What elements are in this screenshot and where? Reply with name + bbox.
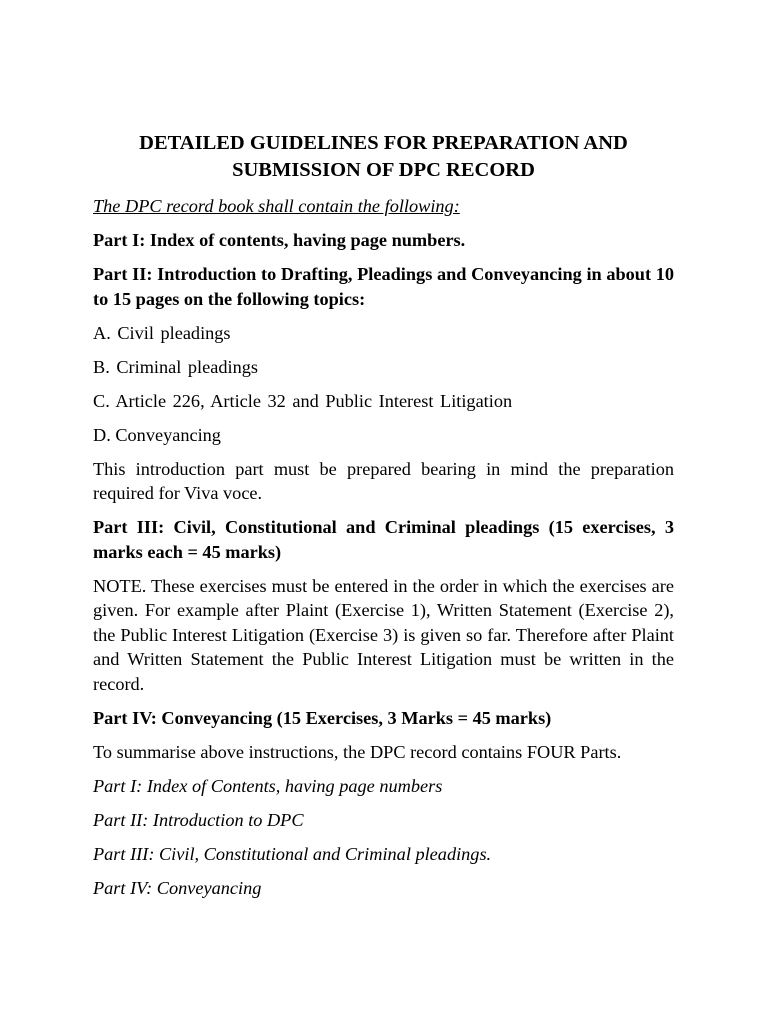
document-title [93, 130, 674, 184]
document-body [93, 130, 674, 900]
summary-part-item: Part III: Civil, Constitutional and Criminal pleadings. [93, 843, 492, 864]
topic-item: D. Conveyancing [93, 424, 221, 445]
topic-item: B. Criminal pleadings [93, 356, 258, 377]
topic-item: C. Article 226, Article 32 and Public Interest Litigation [93, 390, 513, 411]
summary-paragraph: To summarise above instructions, the DPC record contains FOUR Parts. [93, 741, 622, 762]
note-paragraph: NOTE. These exercises must be entered in the order in which the exercises are given. For example after Plaint (Exercise 1), Written Statement (Exercise 2), the Public Interest Litigation (Exercise 3) is given so far. Therefore after Plaint and Written Statement the Public Interest Litigation must be written in the record. [93, 575, 674, 694]
summary-part-item: Part I: Index of Contents, having page numbers [93, 775, 443, 796]
part-2-heading: Part II: Introduction to Drafting, Pleadings and Conveyancing in about 10 to 15 pages on the following topics: [93, 264, 674, 309]
summary-part-item: Part II: Introduction to DPC [93, 809, 304, 830]
part-3-heading: Part III: Civil, Constitutional and Criminal pleadings (15 exercises, 3 marks each = 45 marks) [93, 517, 674, 562]
part-4-heading: Part IV: Conveyancing (15 Exercises, 3 Marks = 45 marks) [93, 707, 552, 728]
intro-line: The DPC record book shall contain the following: [93, 196, 460, 216]
part-1-heading: Part I: Index of contents, having page numbers. [93, 230, 466, 250]
title-line-1: DETAILED GUIDELINES FOR PREPARATION AND [139, 132, 628, 154]
intro-note: This introduction part must be prepared bearing in mind the preparation required for Viva voce. [93, 458, 674, 503]
summary-part-item: Part IV: Conveyancing [93, 877, 262, 898]
topic-item: A. Civil pleadings [93, 322, 231, 343]
title-line-2: SUBMISSION OF DPC RECORD [232, 159, 535, 181]
